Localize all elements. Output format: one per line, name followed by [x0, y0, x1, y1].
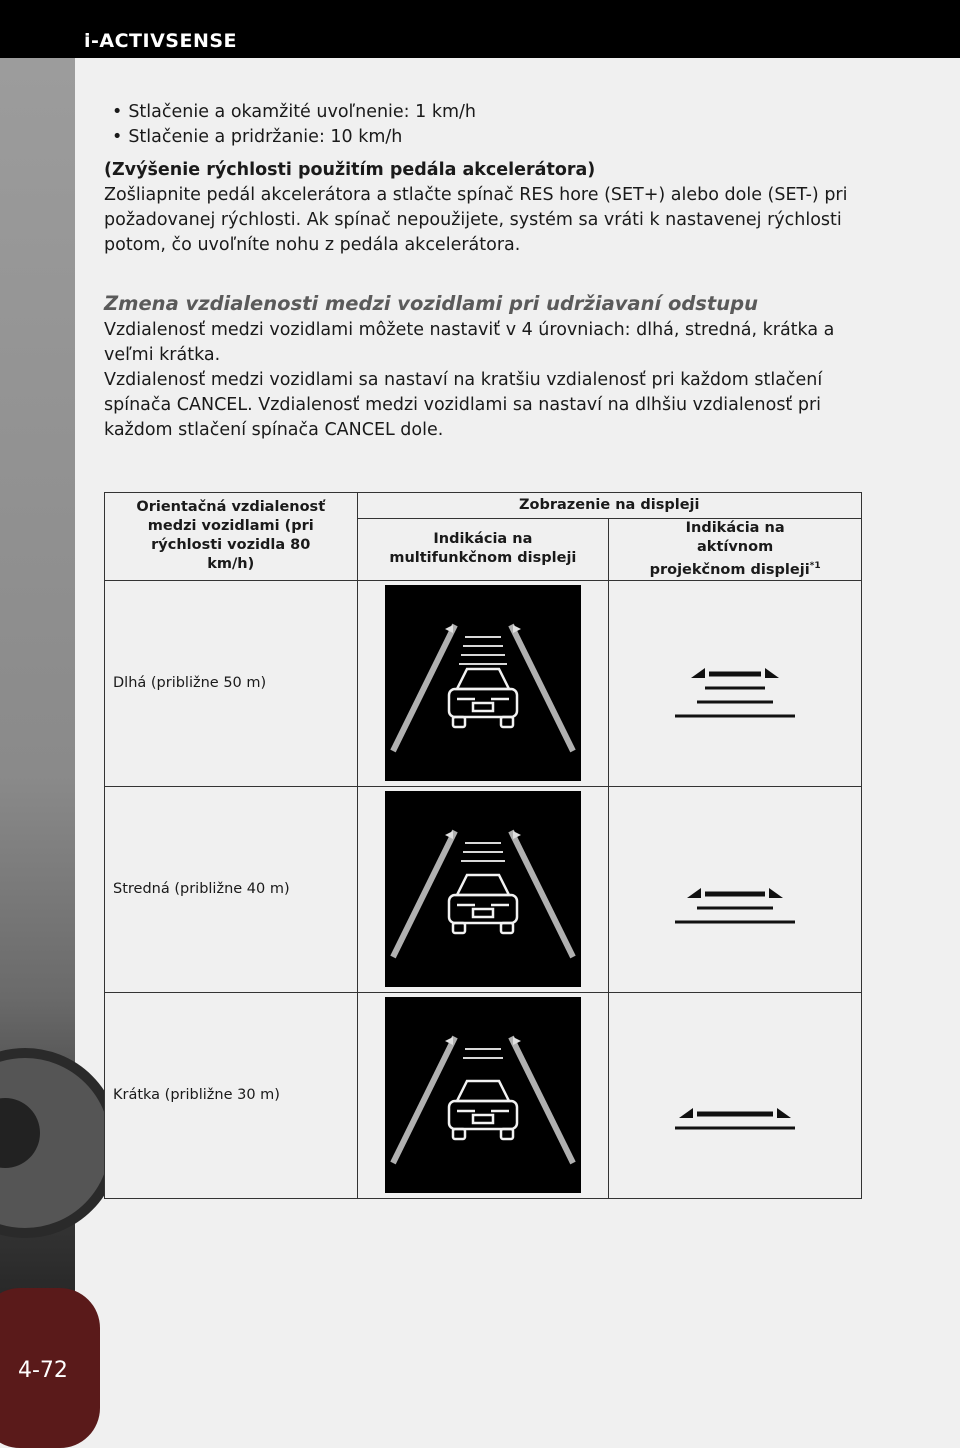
hud-distance-graphic [635, 844, 835, 934]
section-title: i-ACTIVSENSE [84, 30, 238, 52]
hud-arrow-right-icon [765, 668, 779, 678]
mfd-distance-graphic [385, 791, 581, 987]
mfd-distance-graphic [385, 585, 581, 781]
lane-line-right [511, 831, 573, 957]
car-rear-icon [449, 1081, 517, 1139]
hud-distance-graphic [635, 638, 835, 728]
lane-line-right [511, 1037, 573, 1163]
lane-line-left [393, 1037, 455, 1163]
main-text [104, 100, 874, 443]
col-header-distance [105, 493, 358, 581]
bullet-item: • Stlačenie a pridržanie: 10 km/h [104, 125, 874, 150]
lane-line-left [393, 625, 455, 751]
top-header-bar [0, 0, 960, 58]
lane-line-right [511, 625, 573, 751]
distance-paragraph-2: Vzdialenosť medzi vozidlami sa nastaví na kratšiu vzdialenosť pri každom stlačení spínača CANCEL. Vzdialenosť medzi vozidlami sa nastaví na dlhšiu vzdialenosť pri každom stlačení spínača CANCEL dole. [104, 370, 823, 440]
distance-paragraph-1: Vzdialenosť medzi vozidlami môžete nastaviť v 4 úrovniach: dlhá, stredná, krátka a veľmi krátka. [104, 320, 835, 365]
accel-heading: (Zvýšenie rýchlosti použitím pedála akcelerátora) [104, 160, 596, 180]
car-rear-icon [449, 875, 517, 933]
hud-arrow-left-icon [679, 1108, 693, 1118]
hud-cell [609, 992, 862, 1198]
page-number: 4-72 [18, 1358, 68, 1383]
col-header-display: Zobrazenie na displeji [357, 493, 861, 519]
distance-table [104, 492, 862, 1199]
distance-label: Krátka (približne 30 m) [105, 992, 358, 1198]
car-rear-icon [449, 669, 517, 727]
hud-arrow-left-icon [687, 888, 701, 898]
col-header-distance-text: Orientačná vzdialenosť medzi vozidlami (pri rýchlosti vozidla 80 km/h) [136, 499, 326, 573]
hud-arrow-right-icon [777, 1108, 791, 1118]
bullet-item: • Stlačenie a okamžité uvoľnenie: 1 km/h [104, 100, 874, 125]
table-row [105, 992, 862, 1198]
accel-paragraph: Zošliapnite pedál akcelerátora a stlačte spínač RES hore (SET+) alebo dole (SET-) pri požadovanej rýchlosti. Ak spínač nepoužijete, systém sa vráti k nastavenej rýchlosti potom, čo uvoľníte nohu z pedála akcelerátora. [104, 185, 848, 255]
col-header-hud [609, 519, 862, 581]
hud-distance-graphic [635, 1050, 835, 1140]
distance-label: Stredná (približne 40 m) [105, 786, 358, 992]
mfd-cell [357, 580, 609, 786]
mfd-cell [357, 786, 609, 992]
mfd-cell [357, 992, 609, 1198]
hud-cell [609, 786, 862, 992]
table-row [105, 580, 862, 786]
distance-heading: Zmena vzdialenosti medzi vozidlami pri udržiavaní odstupu [104, 292, 758, 315]
footnote-marker: *1 [809, 561, 821, 571]
hud-arrow-left-icon [691, 668, 705, 678]
hud-arrow-right-icon [769, 888, 783, 898]
side-photo-strip [0, 58, 75, 1383]
col-header-mfd [357, 519, 609, 581]
table-row [105, 786, 862, 992]
distance-label: Dlhá (približne 50 m) [105, 580, 358, 786]
col-header-mfd-text: Indikácia na multifunkčnom displeji [389, 531, 577, 567]
hud-cell [609, 580, 862, 786]
mfd-distance-graphic [385, 997, 581, 1193]
lane-line-left [393, 831, 455, 957]
col-header-hud-text: Indikácia na aktívnom projekčnom displeji [649, 520, 810, 578]
